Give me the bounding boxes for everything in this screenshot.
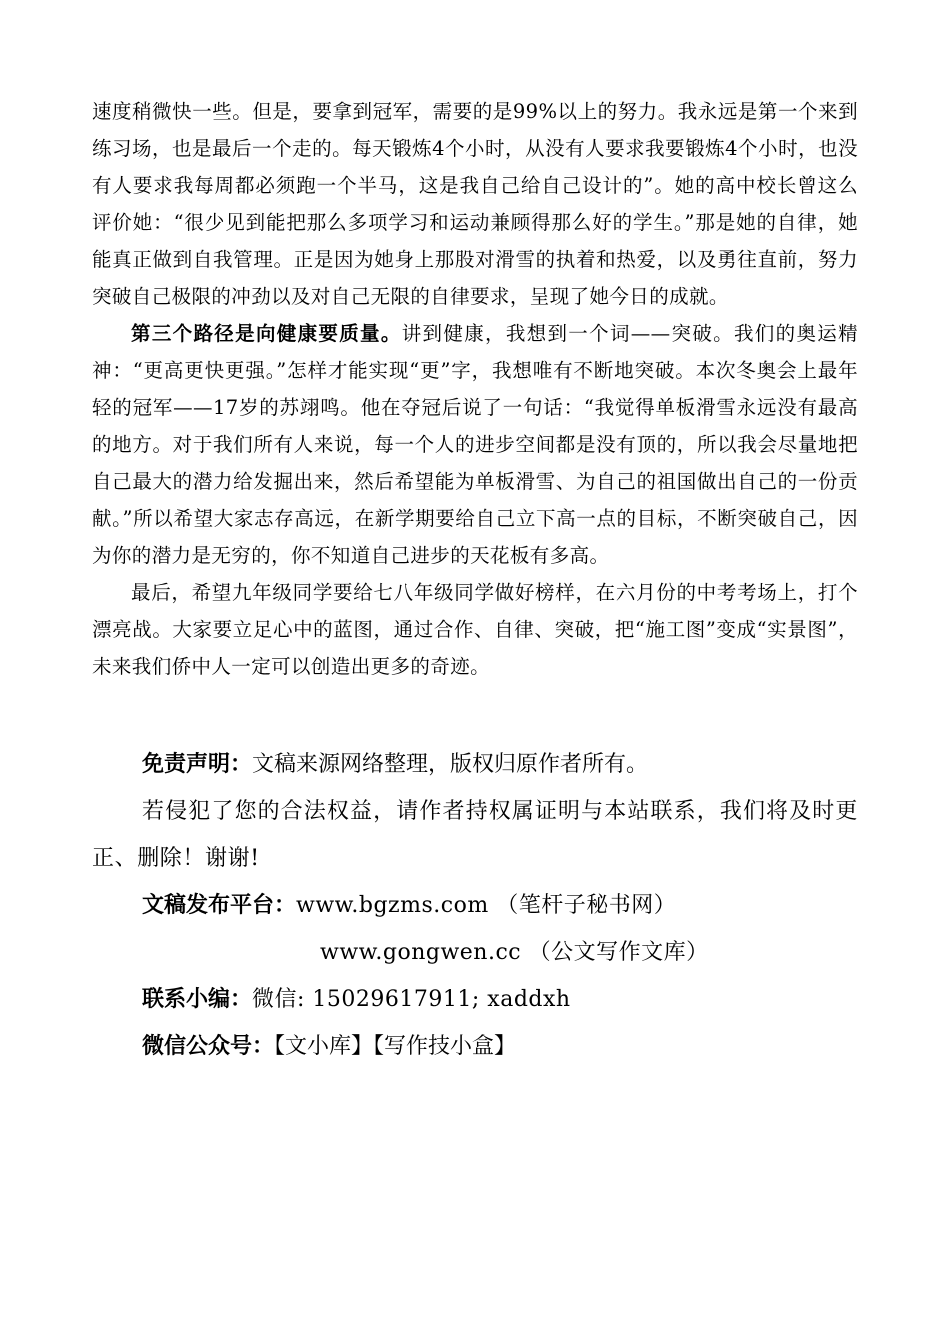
contact-label: 联系小编： — [142, 987, 253, 1012]
contact-value: 微信: 15029617911; xaddxh — [252, 987, 571, 1012]
disclaimer-label: 免责声明： — [142, 752, 253, 777]
wechat-label: 微信公众号： — [142, 1034, 275, 1059]
platform-link-1: www.bgzms.com （笔杆子秘书网） — [296, 893, 677, 918]
paragraph-3: 最后，希望九年级同学要给七八年级同学做好榜样，在六月份的中考考场上，打个漂亮战。大家要立足心中的蓝图，通过合作、自律、突破，把“施工图”变成“实景图”，未来我们侨中人一定可以创造出更多的奇迹。 — [92, 581, 858, 678]
paragraph-1: 速度稍微快一些。但是，要拿到冠军，需要的是99%以上的努力。我永远是第一个来到练习场，也是最后一个走的。每天锻炼4个小时，从没有人要求我要锻炼4个小时，也没有人要求我每周都必须跑一个半马，这是我自己给自己设计的”。她的高中校长曾这么评价她：“很少见到能把那么多项学习和运动兼顾得那么好的学生。”那是她的自律，她能真正做到自我管理。正是因为她身上那股对滑雪的执着和热爱，以及勇往直前，努力突破自己极限的冲劲以及对自己无限的自律要求，呈现了她今日的成就。 — [92, 100, 858, 308]
platform-label: 文稿发布平台： — [142, 893, 297, 918]
disclaimer-line — [92, 741, 858, 788]
article-body — [92, 93, 858, 685]
paragraph-2-text: 讲到健康，我想到一个词——突破。我们的奥运精神：“更高更快更强。”怎样才能实现“更”字，我想唯有不断地突破。本次冬奥会上最年轻的冠军——17岁的苏翊鸣。他在夺冠后说了一句话：“我觉得单板滑雪永远没有最高的地方。对于我们所有人来说，每一个人的进步空间都是没有顶的，所以我会尽量地把自己最大的潜力给发掘出来，然后希望能为单板滑雪、为自己的祖国做出自己的一份贡献。”所以希望大家志存高远，在新学期要给自己立下高一点的目标，不断突破自己，因为你的潜力是无穷的，你不知道自己进步的天花板有多高。 — [92, 322, 858, 567]
platform-line — [92, 882, 858, 929]
disclaimer-text: 文稿来源网络整理，版权归原作者所有。 — [252, 752, 649, 777]
wechat-value: 【文小库】【写作技小盒】 — [274, 1034, 517, 1059]
contact-line — [92, 976, 858, 1023]
wechat-line — [92, 1023, 858, 1070]
disclaimer-block — [92, 741, 858, 1070]
platform-link-2: www.gongwen.cc （公文写作文库） — [320, 940, 709, 965]
document-page — [92, 93, 858, 1070]
platform-line-2 — [92, 929, 858, 976]
paragraph-2 — [92, 315, 858, 574]
paragraph-2-lead: 第三个路径是向健康要质量。 — [131, 322, 402, 345]
disclaimer-notice: 若侵犯了您的合法权益，请作者持权属证明与本站联系，我们将及时更正、删除！谢谢! — [92, 799, 858, 871]
